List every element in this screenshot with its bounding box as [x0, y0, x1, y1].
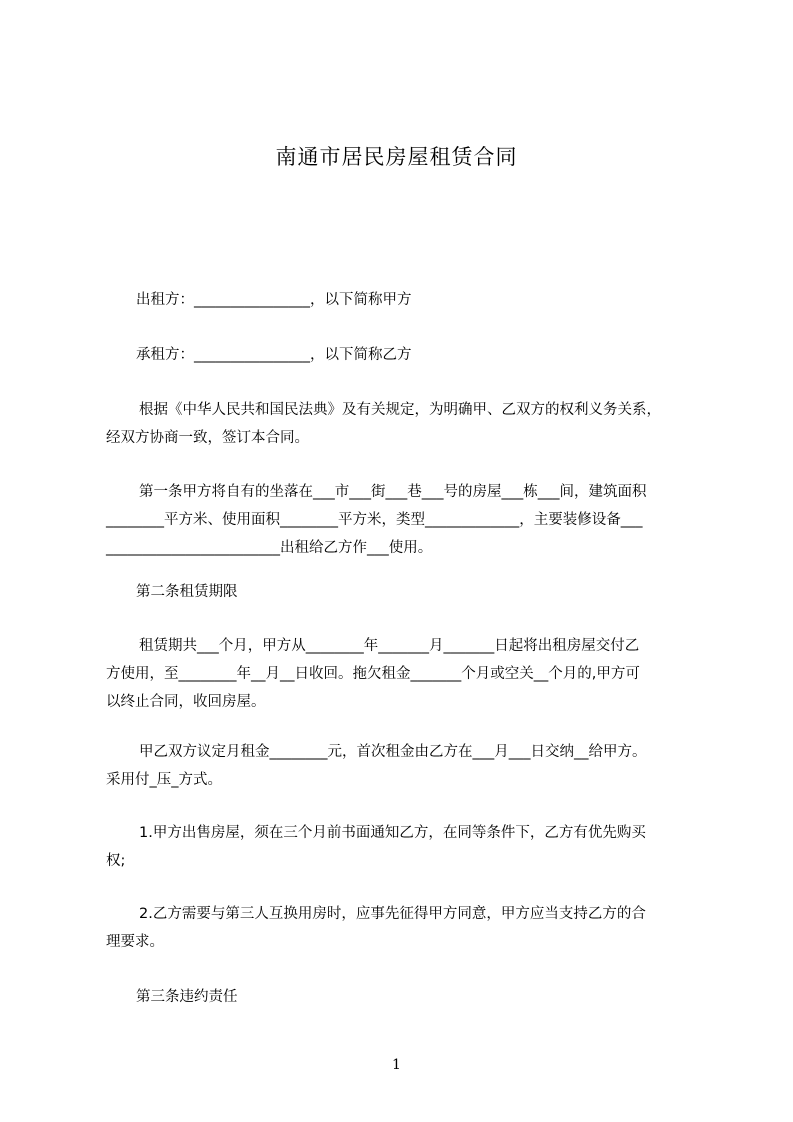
lessee-paragraph — [106, 341, 706, 369]
article-one-paragraph — [106, 478, 706, 562]
paragraph-text: 根据《中华人民共和国民法典》及有关规定，为明确甲、乙双方的权利义务关系， — [139, 402, 661, 418]
contract-title: 南通市居民房屋租赁合同 — [275, 145, 518, 169]
paragraph-line: 采用付_压_方式。 — [106, 772, 222, 788]
paragraph-line: 以终止合同，收回房屋。 — [106, 694, 266, 710]
paragraph-text: 第三条违约责任 — [136, 989, 238, 1005]
paragraph-line: 方使用，至________年__月__日收回。拖欠租金_______个月或空关__个月的,甲方可 — [106, 666, 640, 682]
paragraph-text: 承租方：________________，以下简称乙方 — [136, 347, 412, 363]
paragraph-line: ________平方米、使用面积________平方米，类型_____________，主要装修设备___ — [106, 512, 643, 528]
paragraph-line — [106, 983, 706, 1011]
lease-term-paragraph — [106, 632, 706, 716]
article-three-heading — [106, 983, 706, 1011]
paragraph-line: 理要求。 — [106, 934, 164, 950]
paragraph-text: 甲乙双方议定月租金________元，首次租金由乙方在___月___日交纳__给甲方。 — [139, 744, 647, 760]
paragraph-line — [106, 286, 706, 314]
paragraph-text: 1.甲方出售房屋，须在三个月前书面通知乙方，在同等条件下，乙方有优先购买 — [139, 825, 646, 841]
paragraph-line — [106, 738, 706, 766]
preamble-paragraph — [106, 396, 706, 452]
paragraph-line — [106, 819, 706, 847]
rent-paragraph — [106, 738, 706, 794]
paragraph-line — [106, 578, 706, 606]
lessor-paragraph — [106, 286, 706, 314]
paragraph-line — [106, 632, 706, 660]
paragraph-line — [106, 396, 706, 424]
paragraph-text: 2.乙方需要与第三人互换用房时，应事先征得甲方同意，甲方应当支持乙方的合 — [139, 906, 646, 922]
paragraph-text: 租赁期共___个月，甲方从________年_______月_______日起将出租房屋交付乙 — [139, 638, 640, 654]
paragraph-line — [106, 478, 706, 506]
paragraph-text: 出租方：________________，以下简称甲方 — [136, 292, 412, 308]
paragraph-text: 第一条甲方将自有的坐落在___市___街___巷___号的房屋___栋___间，建筑面积 — [139, 484, 647, 500]
paragraph-line: 权; — [106, 853, 126, 869]
page-number: 1 — [392, 1057, 401, 1073]
clause-one-paragraph — [106, 819, 706, 875]
paragraph-text: 第二条租赁期限 — [136, 584, 238, 600]
paragraph-line — [106, 341, 706, 369]
clause-two-paragraph — [106, 900, 706, 956]
paragraph-line — [106, 900, 706, 928]
paragraph-line: ________________________出租给乙方作___使用。 — [106, 540, 433, 556]
article-two-heading — [106, 578, 706, 606]
paragraph-line: 经双方协商一致，签订本合同。 — [106, 430, 309, 446]
